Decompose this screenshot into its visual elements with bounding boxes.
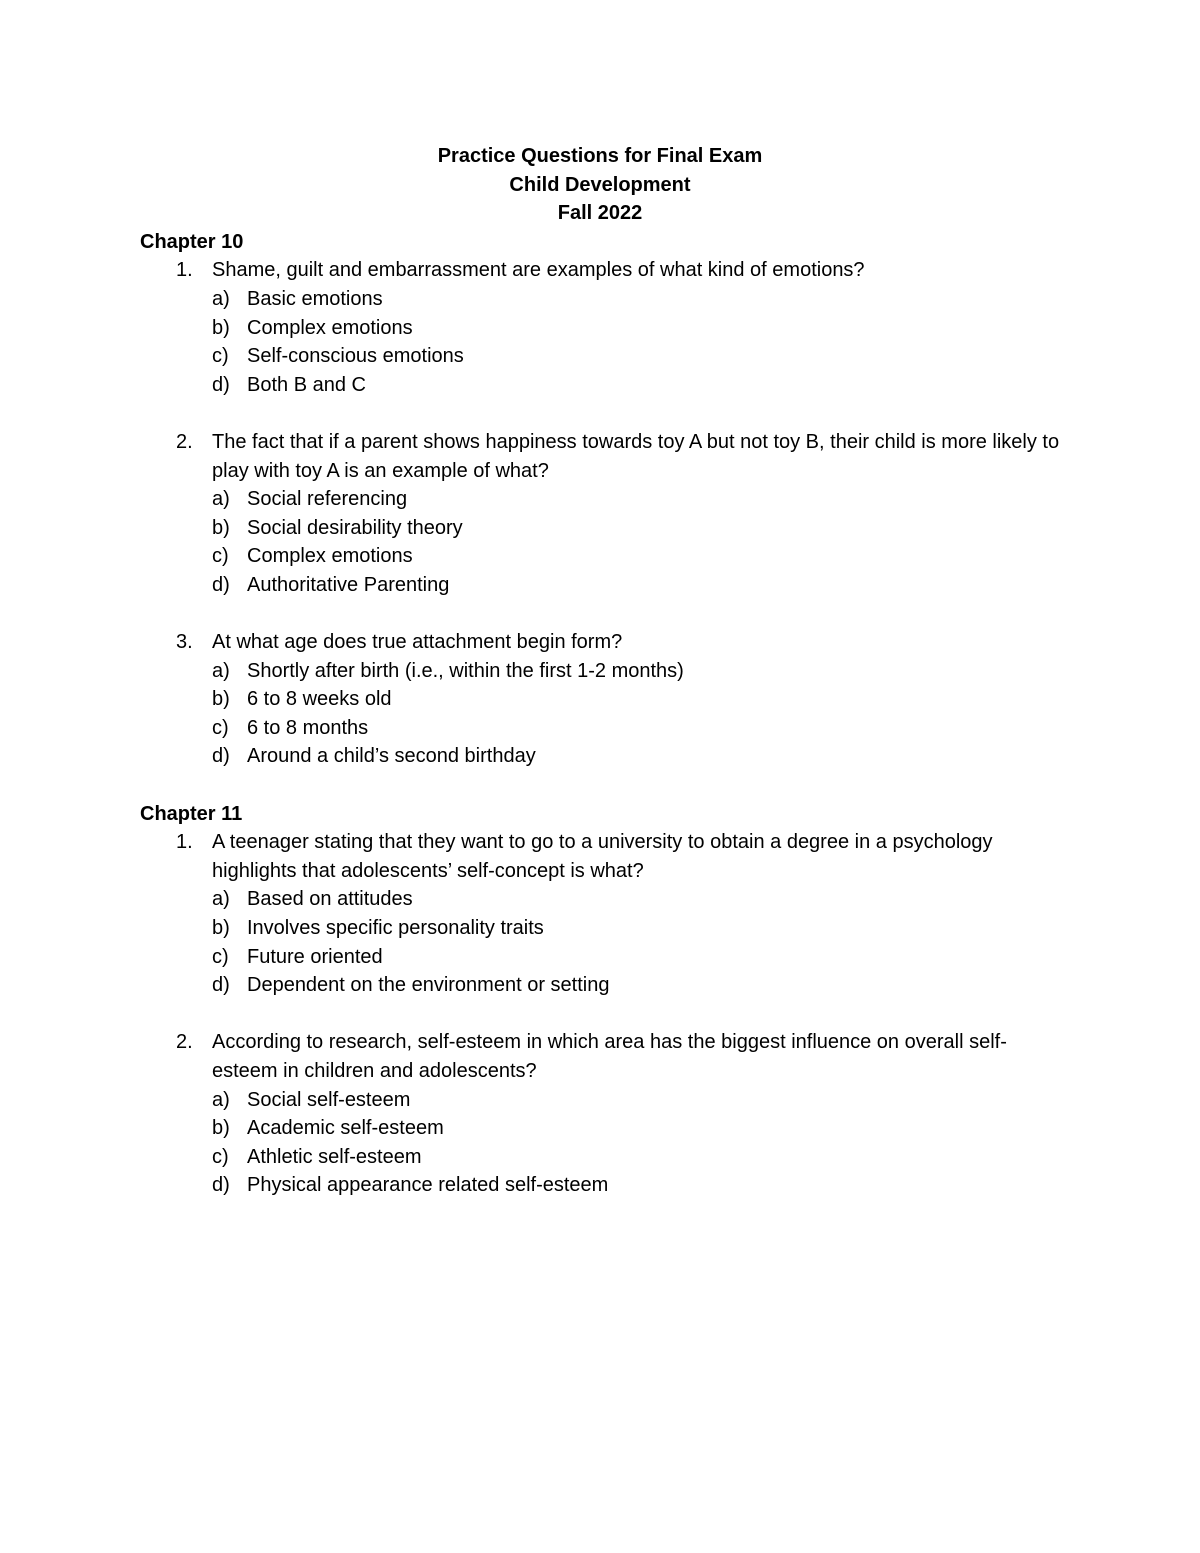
answer-option	[212, 571, 1080, 600]
option-text: Involves specific personality traits	[247, 917, 544, 940]
option-text: Dependent on the environment or setting	[247, 974, 610, 997]
answer-options	[212, 485, 1080, 599]
answer-option	[212, 514, 1080, 543]
answer-option	[212, 1086, 1080, 1115]
answer-option	[212, 1143, 1080, 1172]
title-block	[0, 142, 1200, 228]
answer-option	[212, 971, 1080, 1000]
option-text: Complex emotions	[247, 545, 413, 568]
answer-option	[212, 914, 1080, 943]
option-text: 6 to 8 months	[247, 716, 369, 739]
option-letter: d)	[212, 573, 230, 596]
term-label: Fall 2022	[557, 202, 643, 225]
option-letter: b)	[212, 688, 230, 711]
course-name: Child Development	[509, 173, 691, 196]
option-letter: a)	[212, 659, 230, 682]
option-text: Social desirability theory	[247, 516, 463, 539]
answer-option	[212, 1114, 1080, 1143]
option-text: Shortly after birth (i.e., within the first 1-2 months)	[247, 659, 684, 682]
option-text: Self-conscious emotions	[247, 345, 464, 368]
answer-option	[212, 285, 1080, 314]
option-letter: c)	[212, 945, 229, 968]
option-letter: d)	[212, 373, 230, 396]
option-letter: b)	[212, 516, 230, 539]
answer-option	[212, 542, 1080, 571]
question-item	[140, 428, 1080, 600]
option-text: Future oriented	[247, 945, 383, 968]
option-letter: a)	[212, 1088, 230, 1111]
question-text: A teenager stating that they want to go to a university to obtain a degree in a psychology highlights that adolescents’ self-concept is what?	[212, 831, 993, 882]
answer-option	[212, 885, 1080, 914]
option-text: Complex emotions	[247, 316, 413, 339]
chapter-10-section	[140, 228, 1080, 771]
answer-options	[212, 885, 1080, 999]
option-text: Academic self-esteem	[247, 1117, 444, 1140]
option-letter: d)	[212, 974, 230, 997]
answer-option	[212, 1171, 1080, 1200]
option-text: Authoritative Parenting	[247, 573, 450, 596]
option-letter: c)	[212, 716, 229, 739]
option-letter: b)	[212, 316, 230, 339]
option-letter: d)	[212, 1174, 230, 1197]
option-letter: b)	[212, 917, 230, 940]
answer-option	[212, 742, 1080, 771]
question-item	[140, 628, 1080, 771]
answer-option	[212, 314, 1080, 343]
option-letter: c)	[212, 545, 229, 568]
answer-option	[212, 943, 1080, 972]
question-number: 1.	[176, 259, 193, 282]
option-text: Athletic self-esteem	[247, 1145, 422, 1168]
option-text: Physical appearance related self-esteem	[247, 1174, 609, 1197]
question-number: 2.	[176, 430, 193, 453]
answer-option	[212, 485, 1080, 514]
option-letter: c)	[212, 345, 229, 368]
option-letter: a)	[212, 888, 230, 911]
answer-option	[212, 657, 1080, 686]
answer-option	[212, 371, 1080, 400]
chapter-11-section	[140, 800, 1080, 1200]
question-number: 2.	[176, 1031, 193, 1054]
chapter-heading: Chapter 10	[140, 230, 244, 253]
question-number: 1.	[176, 831, 193, 854]
question-number: 3.	[176, 631, 193, 654]
answer-option	[212, 342, 1080, 371]
question-item	[140, 828, 1080, 1000]
answer-options	[212, 657, 1080, 771]
answer-option	[212, 714, 1080, 743]
option-text: Social referencing	[247, 488, 408, 511]
option-text: Social self-esteem	[247, 1088, 411, 1111]
question-item	[140, 1028, 1080, 1200]
option-letter: a)	[212, 488, 230, 511]
option-text: Both B and C	[247, 373, 366, 396]
question-item	[140, 256, 1080, 399]
question-text: At what age does true attachment begin form?	[212, 631, 623, 654]
document-body	[140, 142, 1080, 1200]
option-letter: b)	[212, 1117, 230, 1140]
answer-options	[212, 285, 1080, 399]
option-letter: d)	[212, 745, 230, 768]
option-text: Around a child’s second birthday	[247, 745, 536, 768]
answer-option	[212, 685, 1080, 714]
chapter-heading: Chapter 11	[140, 802, 243, 825]
document-title: Practice Questions for Final Exam	[437, 145, 763, 167]
answer-options	[212, 1086, 1080, 1200]
option-letter: a)	[212, 287, 230, 310]
option-text: Based on attitudes	[247, 888, 413, 911]
question-text: Shame, guilt and embarrassment are examples of what kind of emotions?	[212, 259, 865, 282]
option-letter: c)	[212, 1145, 229, 1168]
question-text: According to research, self-esteem in which area has the biggest influence on overall self-esteem in children and adolescents?	[212, 1031, 1007, 1082]
option-text: Basic emotions	[247, 287, 383, 310]
question-text: The fact that if a parent shows happiness towards toy A but not toy B, their child is more likely to play with toy A is an example of what?	[212, 430, 1060, 482]
option-text: 6 to 8 weeks old	[247, 688, 392, 711]
